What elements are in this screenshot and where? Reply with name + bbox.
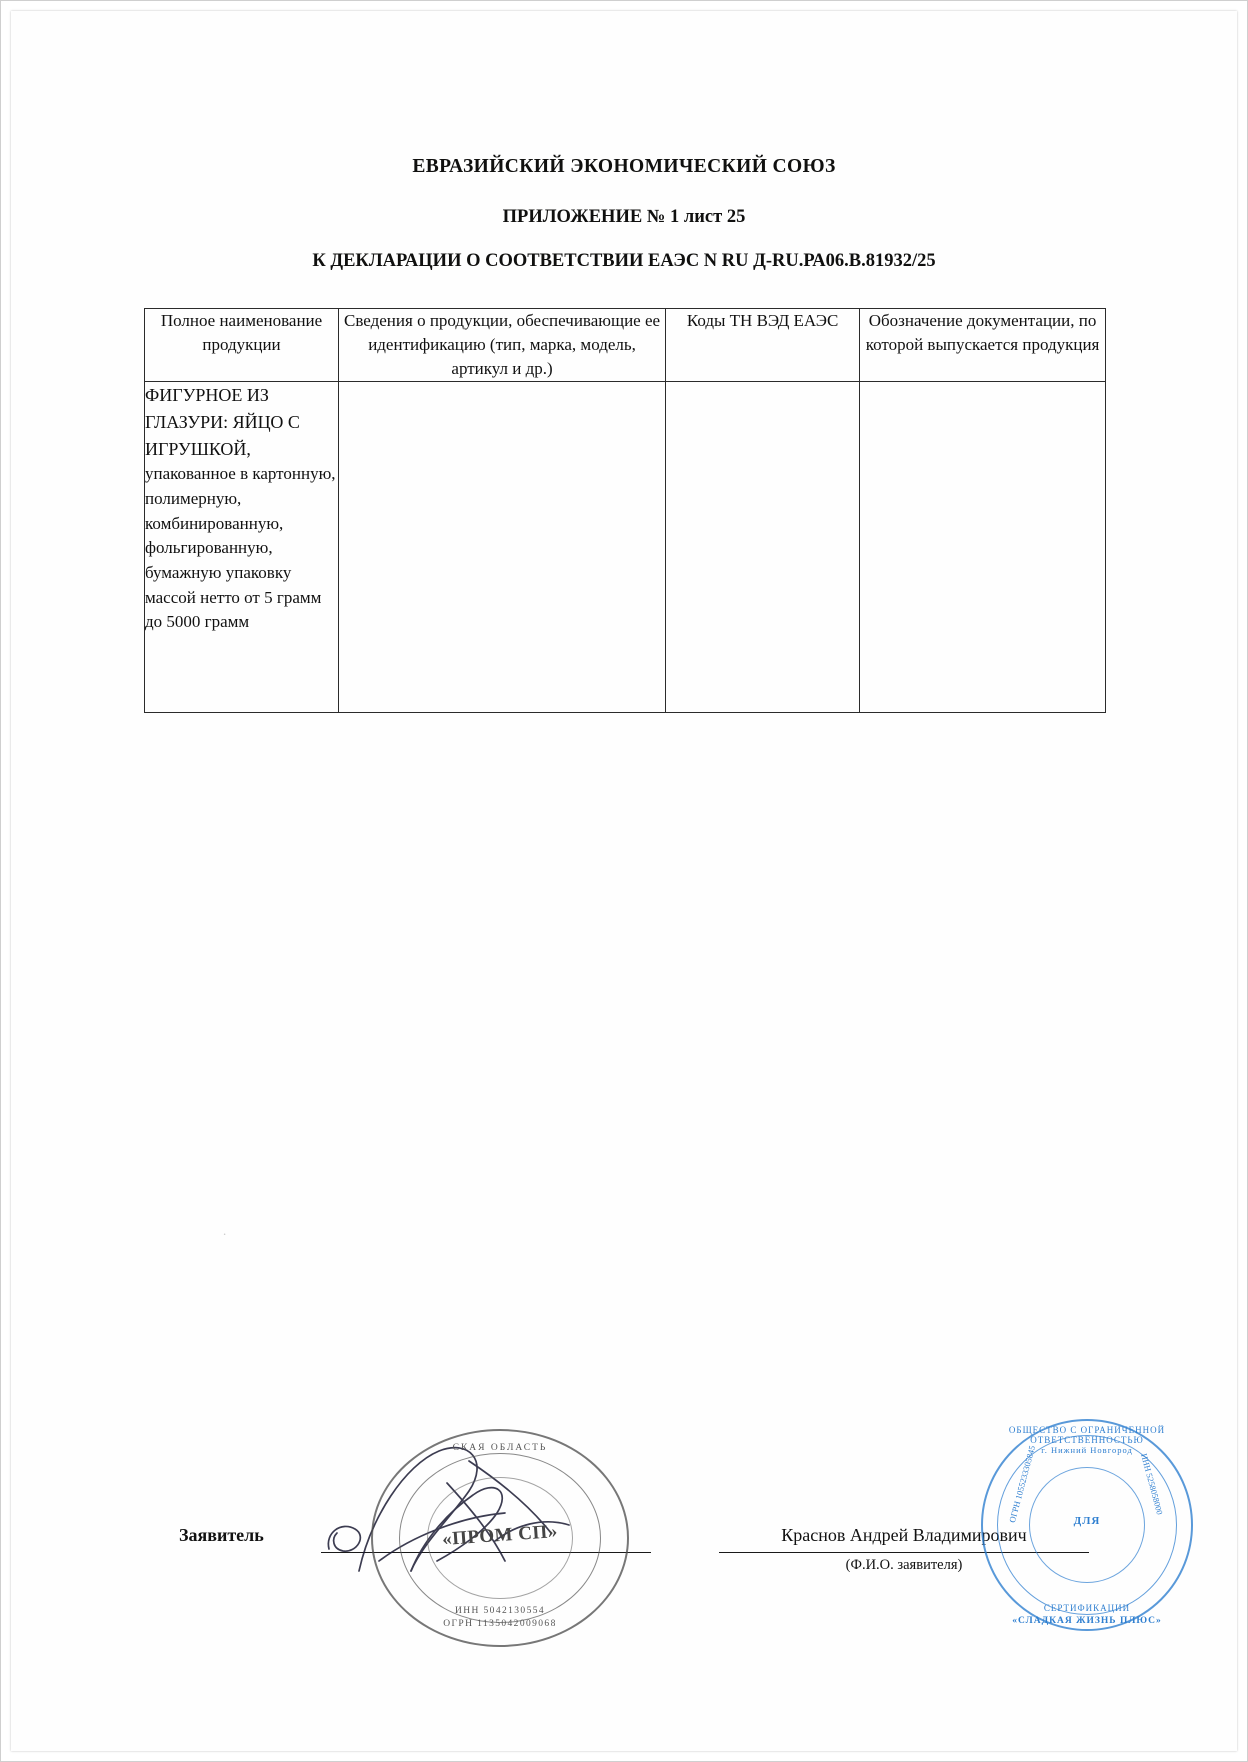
signer-name: Краснов Андрей Владимирович bbox=[781, 1525, 1027, 1545]
cell-documentation bbox=[860, 382, 1106, 713]
page-title: ЕВРАЗИЙСКИЙ ЭКОНОМИЧЕСКИЙ СОЮЗ bbox=[412, 156, 836, 177]
stamp-right-ogrn: ОГРН 1055233305845 bbox=[1006, 1444, 1038, 1524]
table-header-tnved: Коды ТН ВЭД ЕАЭС bbox=[666, 309, 860, 382]
table-header-documentation: Обозначение документации, по которой выпускается продукция bbox=[860, 309, 1106, 382]
table-header-product-name: Полное наименование продукции bbox=[145, 309, 339, 382]
product-table bbox=[144, 308, 1106, 713]
stamp-left-center-text: «ПРОМ СП» bbox=[441, 1520, 559, 1551]
stamp-right-top-text: ОБЩЕСТВО С ОГРАНИЧЕННОЙ ОТВЕТСТВЕННОСТЬЮ bbox=[1008, 1425, 1166, 1445]
page-faint-mark: . bbox=[223, 1223, 227, 1238]
stamp-right-middle-text: ДЛЯ bbox=[1073, 1515, 1101, 1527]
table-header-identification: Сведения о продукции, обеспечивающие ее идентификацию (тип, марка, модель, артикул и др.) bbox=[339, 309, 666, 382]
stamp-right-bottom-text: СЕРТИФИКАЦИИ bbox=[1043, 1603, 1131, 1613]
product-name-caps: ФИГУРНОЕ ИЗ ГЛАЗУРИ: ЯЙЦО С ИГРУШКОЙ, bbox=[145, 385, 300, 459]
appendix-title: ПРИЛОЖЕНИЕ № 1 лист 25 bbox=[502, 207, 746, 227]
applicant-label: Заявитель bbox=[179, 1525, 264, 1545]
stamp-left-ogrn: ОГРН 1135042009068 bbox=[443, 1619, 557, 1630]
cell-identification bbox=[339, 382, 666, 713]
product-name-rest: упакованное в картонную, полимерную, комбинированную, фольгированную, бумажную упаковку массой нетто от 5 грамм до 5000 грамм bbox=[145, 464, 336, 632]
table-row bbox=[145, 382, 1106, 713]
cell-product-name bbox=[145, 382, 339, 713]
signer-caption: (Ф.И.О. заявителя) bbox=[845, 1557, 963, 1573]
table-header-row bbox=[145, 309, 1106, 382]
stamp-right-inn: ИНН 5258058000 bbox=[1139, 1452, 1165, 1516]
stamp-right-company-name: «СЛАДКАЯ ЖИЗНЬ ПЛЮС» bbox=[1012, 1616, 1162, 1626]
cell-tnved bbox=[666, 382, 860, 713]
signature-line-right bbox=[719, 1552, 1089, 1553]
declaration-reference: К ДЕКЛАРАЦИИ О СООТВЕТСТВИИ ЕАЭС N RU Д-RU.РА06.В.81932/25 bbox=[312, 251, 936, 271]
stamp-left-inn: ИНН 5042130554 bbox=[454, 1606, 546, 1617]
handwritten-signature bbox=[319, 1421, 649, 1631]
stamp-left-arc-top: СКАЯ ОБЛАСТЬ bbox=[452, 1443, 548, 1453]
stamp-right-city: г. Нижний Новгород bbox=[1041, 1445, 1133, 1455]
